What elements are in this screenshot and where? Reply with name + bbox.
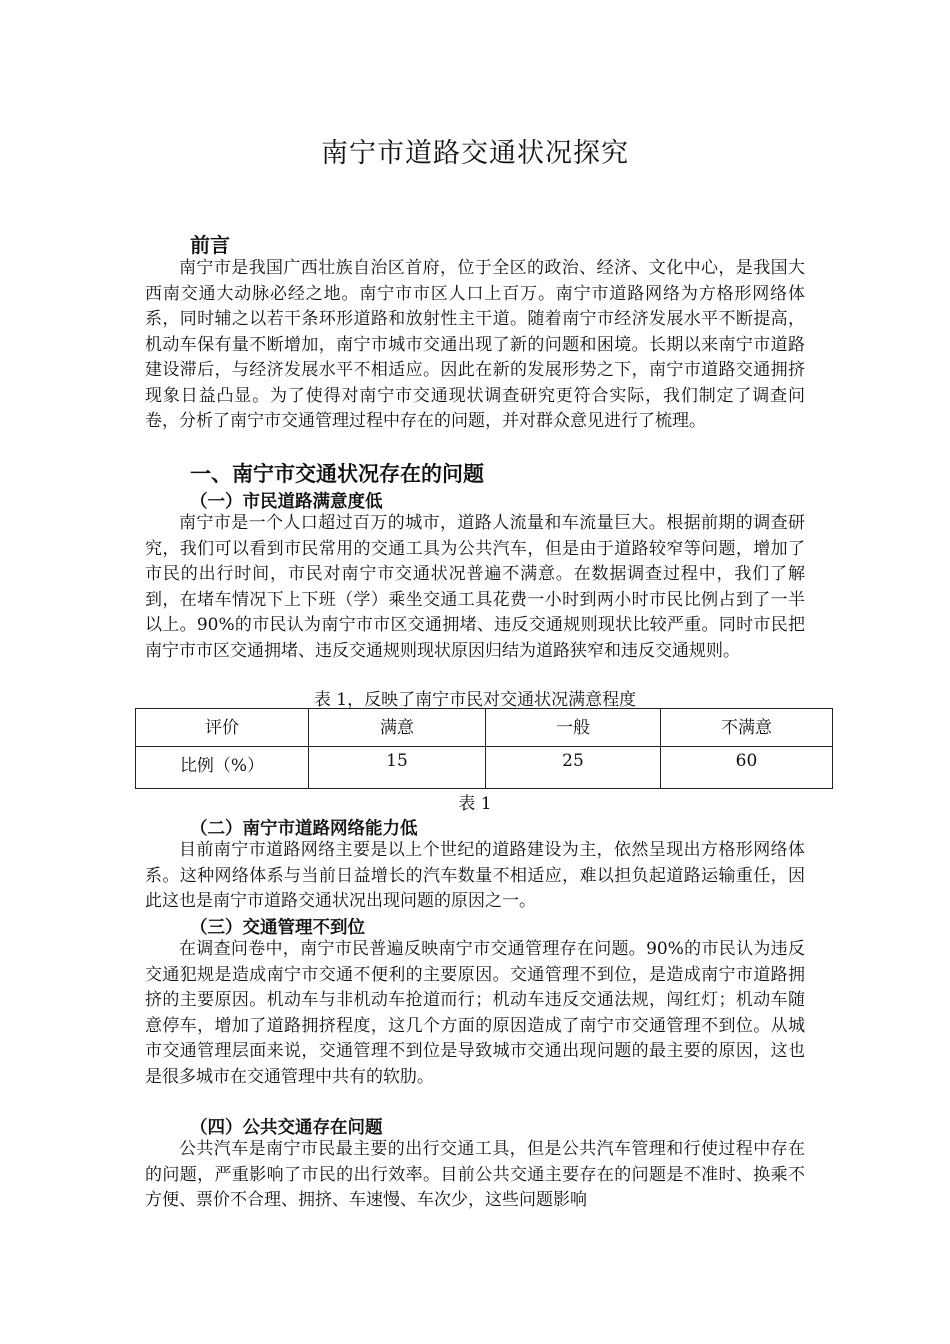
subsection-1-paragraph: 南宁市是一个人口超过百万的城市，道路人流量和车流量巨大。根据前期的调查研究，我们可以看到市民常用的交通工具为公共汽车，但是由于道路较窄等问题，增加了市民的出行时间，市民对南宁市交通状况普遍不满意。在数据调查过程中，我们了解到，在堵车情况下上下班（学）乘坐交通工具花费一小时到两小时市民比例占到了一半以上。90%的市民认为南宁市市区交通拥堵、违反交通规则现状比较严重。同时市民把南宁市市区交通拥堵、违反交通规则现状原因归结为道路狭窄和违反交通规则。 [145, 513, 805, 661]
subsection-4-paragraph: 公共汽车是南宁市民最主要的出行交通工具，但是公共汽车管理和行使过程中存在的问题，严重影响了市民的出行效率。目前公共交通主要存在的问题是不准时、换乘不方便、票价不合理、拥挤、车速慢、车次少，这些问题影响 [145, 1139, 805, 1210]
table-cell: 25 [486, 747, 661, 789]
table-caption: 表 1，反映了南宁市民对交通状况满意程度 [313, 690, 637, 710]
subsection-4-heading: （四）公共交通存在问题 [190, 1118, 383, 1138]
table-cell: 15 [309, 747, 486, 789]
table-header-row [136, 709, 833, 747]
subsection-3-heading: （三）交通管理不到位 [190, 918, 365, 938]
subsection-2-heading: （二）南宁市道路网络能力低 [190, 819, 418, 839]
section-1-heading: 一、南宁市交通状况存在的问题 [190, 462, 484, 486]
subsection-1-heading: （一）市民道路满意度低 [190, 492, 383, 512]
subsection-3-paragraph: 在调查问卷中，南宁市民普遍反映南宁市交通管理存在问题。90%的市民认为违反交通犯规是造成南宁市交通不便利的主要原因。交通管理不到位，是造成南宁市道路拥挤的主要原因。机动车与非机动车抢道而行；机动车违反交通法规，闯红灯；机动车随意停车，增加了道路拥挤程度，这几个方面的原因造成了南宁市交通管理不到位。从城市交通管理层面来说，交通管理不到位是导致城市交通出现问题的最主要的原因，这也是很多城市在交通管理中共有的软肋。 [145, 939, 805, 1087]
table-header-cell: 一般 [486, 709, 661, 747]
subsection-2-paragraph: 目前南宁市道路网络主要是以上个世纪的道路建设为主，依然呈现出方格形网络体系。这种网络体系与当前日益增长的汽车数量不相适应，难以担负起道路运输重任，因此这也是南宁市道路交通状况出现问题的原因之一。 [145, 840, 805, 911]
preface-heading: 前言 [190, 233, 230, 257]
table-label: 表 1 [458, 794, 492, 814]
table-header-cell: 不满意 [661, 709, 833, 747]
table-row [136, 747, 833, 789]
preface-paragraph: 南宁市是我国广西壮族自治区首府，位于全区的政治、经济、文化中心，是我国大西南交通大动脉必经之地。南宁市市区人口上百万。南宁市道路网络为方格形网络体系，同时辅之以若干条环形道路和放射性主干道。随着南宁市经济发展水平不断提高，机动车保有量不断增加，南宁市城市交通出现了新的问题和困境。长期以来南宁市道路建设滞后，与经济发展水平不相适应。因此在新的发展形势之下，南宁市道路交通拥挤现象日益凸显。为了使得对南宁市交通现状调查研究更符合实际，我们制定了调查问卷，分析了南宁市交通管理过程中存在的问题，并对群众意见进行了梳理。 [145, 258, 805, 431]
page-title: 南宁市道路交通状况探究 [321, 138, 629, 169]
table-header-cell: 满意 [309, 709, 486, 747]
table-cell: 比例（%） [136, 747, 309, 789]
satisfaction-table [135, 708, 833, 789]
table-cell: 60 [661, 747, 833, 789]
table-header-cell: 评价 [136, 709, 309, 747]
